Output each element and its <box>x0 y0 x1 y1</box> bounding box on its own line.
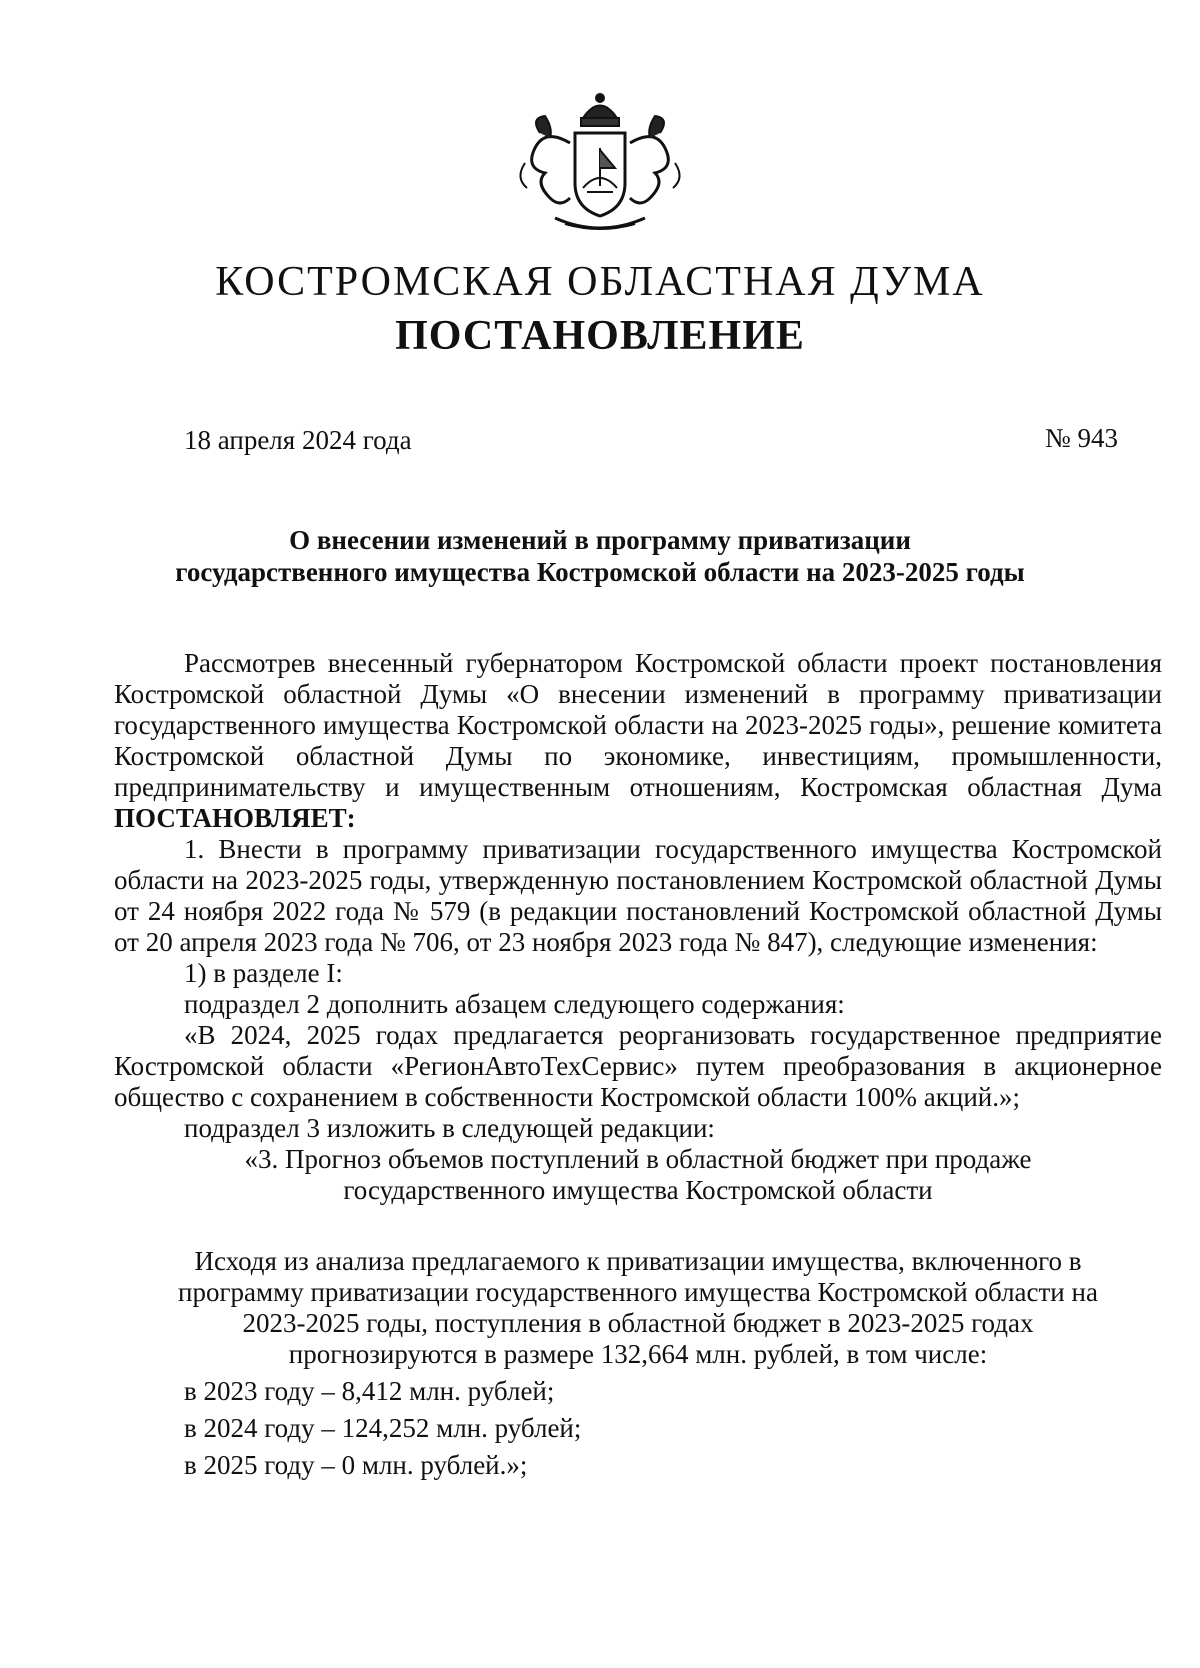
document-type-title: ПОСТАНОВЛЕНИЕ <box>395 313 805 359</box>
forecast-2025: в 2025 году – 0 млн. рублей.»; <box>184 1450 528 1480</box>
document-body <box>114 648 1162 1481</box>
section-title-line-1: «3. Прогноз объемов поступлений в областной бюджет при продаже <box>244 1144 1032 1174</box>
paragraph-subsection-3: подраздел 3 изложить в следующей редакции: <box>184 1113 715 1143</box>
paragraph-item-1: 1. Внести в программу приватизации государственного имущества Костромской области на 2023-2025 годы, утвержденную постановлением Костромской областной Думы от 24 ноября 2022 года № 579 (в редакции постановлений Костромской областной Думы от 20 апреля 2023 года № 706, от 23 ноября 2023 года № 847), следующие изменения: <box>114 834 1162 957</box>
preamble-text: Рассмотрев внесенный губернатором Костромской области проект постановления Костромской областной Думы «О внесении изменений в программу приватизации государственного имущества Костромской области на 2023-2025 годы», решение комитета Костромской областной Думы по экономике, инвестициям, промышленности, предпринимательству и имущественным отношениям, Костромская областная Дума <box>114 648 1162 802</box>
forecast-line-1: Исходя из анализа предлагаемого к приватизации имущества, включенного в <box>194 1246 1082 1276</box>
paragraph-preamble <box>114 648 1162 834</box>
heading-line-2: государственного имущества Костромской области на 2023-2025 годы <box>175 557 1025 587</box>
organization-title: КОСТРОМСКАЯ ОБЛАСТНАЯ ДУМА <box>215 259 985 305</box>
paragraph-quote: «В 2024, 2025 годах предлагается реорганизовать государственное предприятие Костромской области «РегионАвтоТехСервис» путем преобразования в акционерное общество с сохранением в собственности Костромской области 100% акций.»; <box>114 1020 1162 1112</box>
forecast-line-3: 2023-2025 годы, поступления в областной бюджет в 2023-2025 годах <box>242 1308 1034 1338</box>
resolves-keyword: ПОСТАНОВЛЯЕТ: <box>114 803 356 833</box>
forecast-2023: в 2023 году – 8,412 млн. рублей; <box>184 1376 555 1406</box>
document-date: 18 апреля 2024 года <box>184 425 412 455</box>
forecast-line-2: программу приватизации государственного имущества Костромской области на <box>178 1277 1098 1307</box>
heading-line-1: О внесении изменений в программу приватизации <box>289 525 911 555</box>
document-number: № 943 <box>1044 423 1118 453</box>
coat-of-arms-emblem <box>505 88 695 238</box>
spacer <box>114 1206 1162 1246</box>
section-title-line-2: государственного имущества Костромской области <box>343 1175 933 1205</box>
forecast-line-4: прогнозируются в размере 132,664 млн. рублей, в том числе: <box>288 1339 988 1369</box>
forecast-2024: в 2024 году – 124,252 млн. рублей; <box>184 1413 582 1443</box>
paragraph-subitem-1: 1) в разделе I: <box>184 958 343 988</box>
document-heading <box>110 524 1090 588</box>
paragraph-subsection-2: подраздел 2 дополнить абзацем следующего содержания: <box>184 989 845 1019</box>
